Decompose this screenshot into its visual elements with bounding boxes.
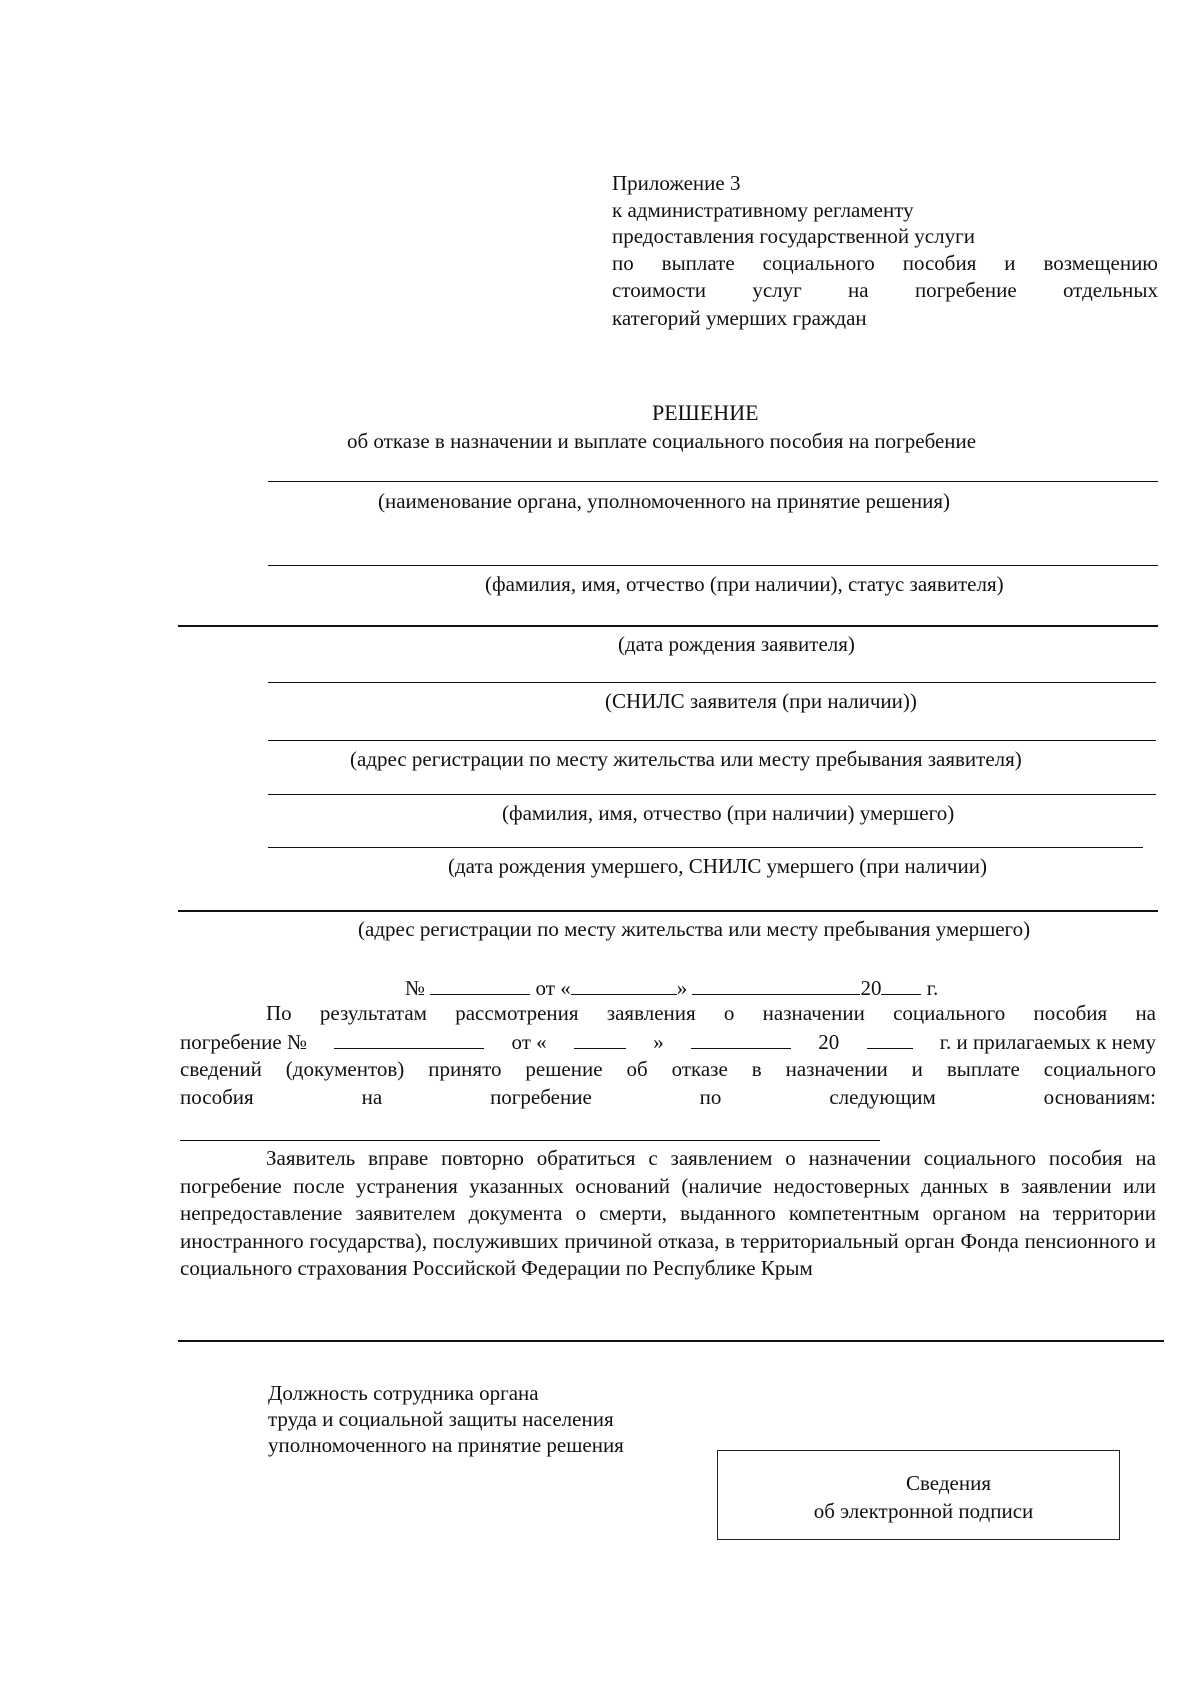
appendix-line-2: предоставления государственной услуги xyxy=(612,224,975,248)
application-day-field[interactable] xyxy=(574,1028,626,1049)
application-number-field[interactable] xyxy=(334,1028,484,1049)
date-from-label: от « xyxy=(535,976,571,1000)
grounds-line xyxy=(180,1140,880,1141)
application-month-field[interactable] xyxy=(691,1028,791,1049)
body-p1-application-label: погребение № xyxy=(180,1029,307,1054)
body-p1-year-prefix: 20 xyxy=(818,1029,840,1054)
number-sign: № xyxy=(405,976,426,1000)
field-line-deceased-address xyxy=(178,910,1158,912)
body-p1-line-d: пособия на погребение по следующим основаниям: xyxy=(180,1084,1156,1109)
field-caption-applicant-snils: (СНИЛС заявителя (при наличии)) xyxy=(605,689,917,713)
official-position-line-2: труда и социальной защиты населения xyxy=(268,1407,614,1431)
electronic-signature-line-2: об электронной подписи xyxy=(813,1499,1034,1523)
appendix-line-4: стоимости услуг на погребение отдельных xyxy=(612,278,1158,302)
field-line-applicant-birthdate xyxy=(178,625,1158,627)
official-position-block xyxy=(268,1380,624,1458)
field-line-applicant-name xyxy=(268,565,1158,566)
official-position-line-1: Должность сотрудника органа xyxy=(268,1381,539,1405)
decision-title: РЕШЕНИЕ xyxy=(652,400,759,425)
decision-year-field[interactable] xyxy=(881,974,921,995)
electronic-signature-box xyxy=(717,1450,1120,1540)
field-line-deceased-name xyxy=(268,794,1156,795)
field-caption-applicant-birthdate: (дата рождения заявителя) xyxy=(618,632,855,656)
field-caption-applicant-address: (адрес регистрации по месту жительства или месту пребывания заявителя) xyxy=(350,747,1022,771)
body-p1-tail: г. и прилагаемых к нему xyxy=(939,1029,1156,1054)
application-year-field[interactable] xyxy=(867,1028,913,1049)
field-line-deceased-birthdate xyxy=(268,847,1143,848)
appendix-line-3: по выплате социального пособия и возмещению xyxy=(612,250,1158,275)
field-caption-authority: (наименование органа, уполномоченного на принятие решения) xyxy=(378,489,950,513)
body-p1-quote-close: » xyxy=(653,1029,664,1054)
field-caption-applicant-name: (фамилия, имя, отчество (при наличии), статус заявителя) xyxy=(485,572,1004,596)
appendix-block xyxy=(612,170,1158,331)
body-p1-line-a: По результатам рассмотрения заявления о назначении социального пособия на xyxy=(266,1001,1156,1025)
electronic-signature-line-1: Сведения xyxy=(906,1471,991,1495)
field-caption-deceased-birthdate: (дата рождения умершего, СНИЛС умершего (при наличии) xyxy=(448,854,987,878)
body-p1-date-from: от « xyxy=(511,1029,547,1054)
field-line-applicant-address xyxy=(268,740,1156,741)
decision-year-suffix: г. xyxy=(926,976,939,1000)
decision-day-field[interactable] xyxy=(571,974,677,995)
date-quote-close: » xyxy=(676,976,688,1000)
field-line-authority xyxy=(268,481,1158,482)
appendix-title: Приложение 3 xyxy=(612,171,741,195)
field-caption-deceased-address: (адрес регистрации по месту жительства или месту пребывания умершего) xyxy=(358,917,1031,941)
decision-number-line xyxy=(405,974,938,1001)
decision-year-prefix: 20 xyxy=(860,976,882,1000)
appendix-line-5: категорий умерших граждан xyxy=(612,305,867,330)
separator-line xyxy=(178,1340,1164,1342)
field-line-applicant-snils xyxy=(268,682,1156,683)
body-paragraph-2: Заявитель вправе повторно обратиться с заявлением о назначении социального пособия на погребение после устранения указанных оснований (наличие недостоверных данных в заявлении или непредоставление заявителем документа о смерти, выданного компетентным органом на территории иностранного государства), послуживших причиной отказа, в территориальный орган Фонда пенсионного и социального страхования Российской Федерации по Республике Крым xyxy=(180,1146,1156,1280)
field-caption-deceased-name: (фамилия, имя, отчество (при наличии) умершего) xyxy=(502,801,955,825)
decision-number-field[interactable] xyxy=(430,974,530,995)
decision-month-field[interactable] xyxy=(692,974,860,995)
decision-subtitle: об отказе в назначении и выплате социального пособия на погребение xyxy=(347,429,977,453)
official-position-line-3: уполномоченного на принятие решения xyxy=(268,1433,624,1457)
body-p1-line-c: сведений (документов) принято решение об отказе в назначении и выплате социального xyxy=(180,1057,1156,1081)
body-p1-line-b xyxy=(180,1028,1156,1057)
appendix-line-1: к административному регламенту xyxy=(612,197,914,222)
body-paragraph-1 xyxy=(180,1000,1156,1111)
